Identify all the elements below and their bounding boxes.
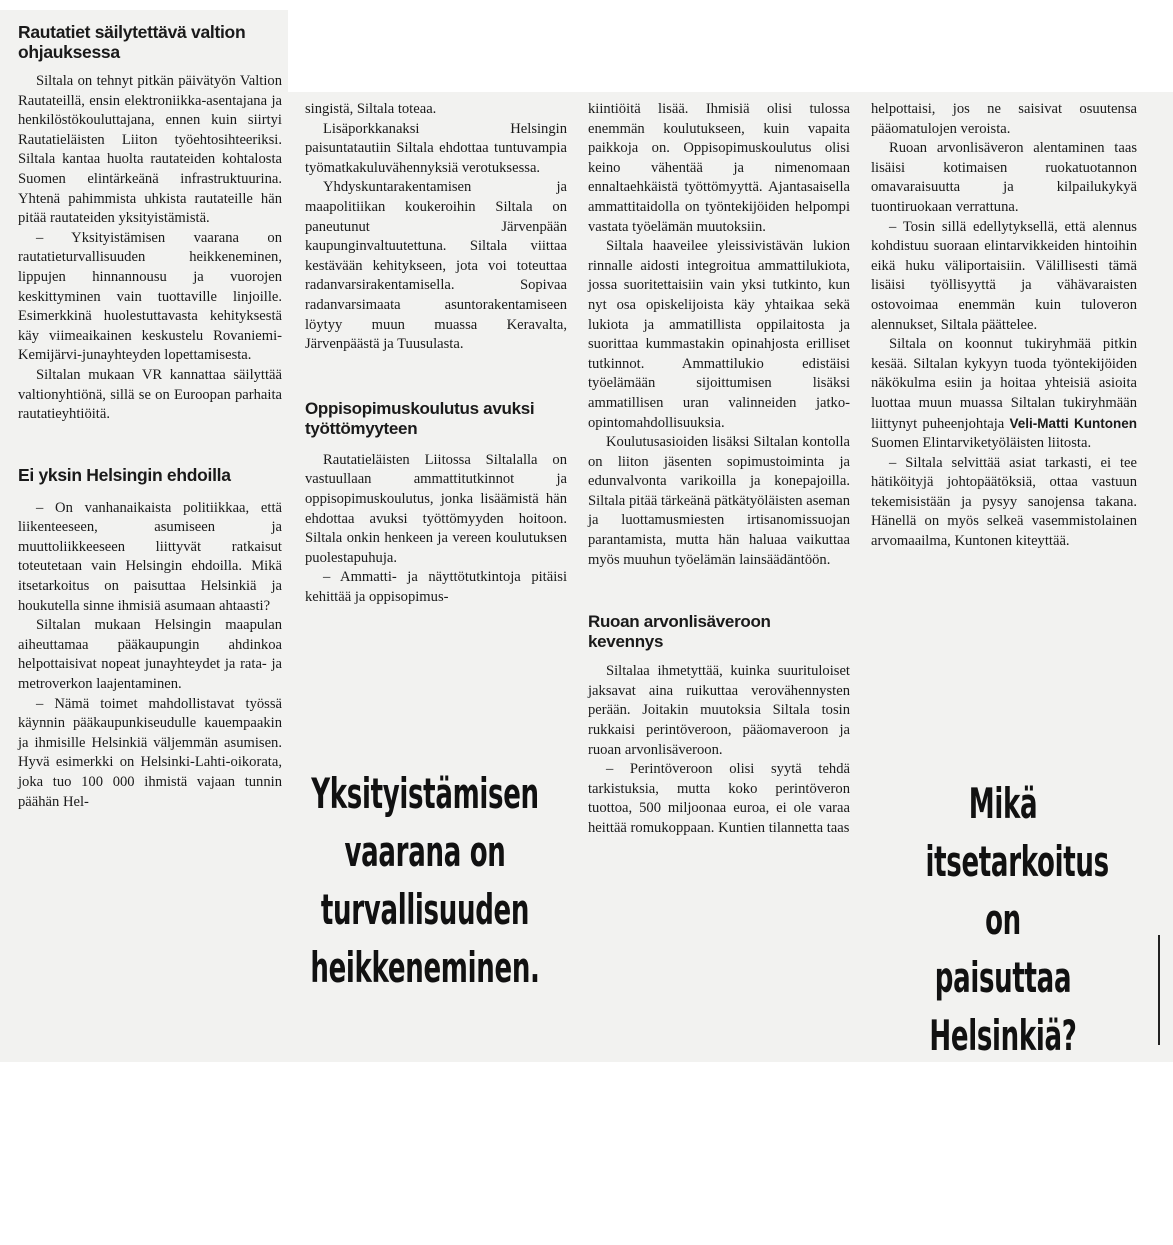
paragraph: Siltalan mukaan VR kannattaa säilyttää valtionyhtiönä, sillä se on Euroopan parhaita rautatieyhtiöitä. [18,366,282,423]
pull-quote-helsinki: Mikä itsetarkoitus on paisuttaa Helsinkiä? [925,779,1109,1060]
column-2 [305,100,567,607]
pull-quote-yksityistaminen: Yksityistämisen vaarana on turvallisuuden heikkeneminen. [310,769,540,992]
paragraph: – Yksityistämisen vaarana on rautatieturvallisuuden heikkeneminen, lippujen hinnannousu ja vuorojen keskittyminen vain tuottaville linjoille. Esimerkkinä huolestuttavasta kehityksestä käy viimeaikainen keskustelu Rovaniemi-Kemijärvi-junayhteyden lopettamisesta. [18,229,282,364]
paragraph: – Perintöveroon olisi syytä tehdä tarkistuksia, mutta koko perintöveron tuottoa, 500 miljoonaa euroa, ei ole varaa heittää romukoppaan. Kuntien tilannetta taas [588,761,850,836]
paragraph: Siltala on koonnut tukiryhmää pitkin kesää. Siltalan kykyyn tuoda työntekijöiden näkökulma esiin ja hoitaa yhteisiä asioita luottaa muun muassa Siltalan tukiryhmään liittynyt puheenjohtaja Veli-Matti Kuntonen Suomen Elintarviketyöläisten liitosta. [871,336,1138,452]
paragraph: singistä, Siltala toteaa. [305,101,437,117]
paragraph: Siltalaa ihmetyttää, kuinka suurituloiset jaksavat aina ruikuttaa verovähennysten perään. Joitakin muutoksia Siltala tosin rukkaisi perintöveroon, pääomaveroon ja ruoan arvonlisäveroon. [588,663,850,758]
paragraph: Lisäporkkanaksi Helsingin paisuntatautiin Siltala ehdottaa tuntuvampia työmatkakuluvähennyksiä verotuksessa. [305,120,567,176]
paragraph: Yhdyskuntarakentamisen ja maapolitiikan koukeroihin Siltala on paneutunut Järvenpään kaupunginvaltuutettuna. Siltala viittaa kestävään kehitykseen, jota voi toteuttaa radanvarsirakentamisella. Sopivaa radanvarsimaata asuntorakentamiseen löytyy muun muassa Keravalta, Järvenpäästä ja Tuusulasta. [305,179,567,353]
column-4 [871,100,1137,552]
paragraph: – Tosin sillä edellytyksellä, että alennus kohdistuu suoraan elintarvikkeiden hintoihin eikä huku väliportaisiin. Välillisesti tämä lisäisi työllisyyttä ja vähävaraisten ostovoimaa enemmän kuin tuloveron alennukset, Siltala päättelee. [871,218,1137,333]
headline-oppisopimus: Oppisopimuskoulutus avuksi työttömyyteen [305,398,535,438]
paragraph: Siltalan mukaan Helsingin maapulan aiheuttamaa pääkaupungin ahdinkoa helpottaisivat nopeat junayhteydet ja rata- ja metroverkon laajentaminen. [18,617,282,693]
paragraph: – Siltala selvittää asiat tarkasti, ei tee hätiköityjä johtopäätöksiä, ottaa vastuun tekemisistään ja pysyy sanojensa takana. Hänellä on myös selkeä vasemmistolainen arvomaailma, Kuntonen kiteyttää. [871,454,1137,550]
paragraph: Koulutusasioiden lisäksi Siltalan kontolla on liiton jäsenten sopimustoiminta ja edunvalvonta varikoilla ja konepajoilla. Siltala pitää tärkeänä pätkätyöläisten aseman ja luottamusmiesten irtisanomissuojan parantamista, mutta hän haluaa vaikuttaa myös muuhun työelämän lainsäädäntöön. [588,434,850,568]
paragraph: kiintiöitä lisää. Ihmisiä olisi tulossa enemmän koulutukseen, kuin vapaita paikkoja on. Oppisopimuskoulutus olisi keino vähentää ja nimenomaan ennaltaehkäistä työttömyyttä. Ajantasaisella ammattitaidolla on työntekijöiden helpompi vastata työelämän muutoksiin. [588,101,850,235]
column-1 [18,22,282,812]
column-3 [588,100,850,839]
column-rule [1158,935,1160,1045]
paragraph: – Nämä toimet mahdollistavat työssä käynnin pääkaupunkiseudulle kauempaakin ja ihmisille Helsinkiä väljemmän asumisen. Hyvä esimerkki on Helsinki-Lahti-oikorata, joka tuo 100 000 ihmistä vajaan tunnin päähän Hel- [18,695,282,810]
paragraph: – Ammatti- ja näyttötutkintoja pitäisi kehittää ja oppisopimus- [305,569,567,605]
paragraph: – On vanhanaikaista politiikkaa, että liikenteeseen, asumiseen ja muuttoliikkeeseen liittyvät ratkaisut toteutetaan vain Helsingin ehdoilla. Mikä itsetarkoitus on paisuttaa Helsinkiä ja houkutella sinne ihmisiä asumaan ahtaasti? [18,499,282,614]
paragraph: Ruoan arvonlisäveron alentaminen taas lisäisi kotimaisen ruokatuotannon omavaraisuutta ja kilpailukykyä tuontiruokaan verrattuna. [871,140,1137,215]
paragraph: Siltala on tehnyt pitkän päivätyön Valtion Rautateillä, ensin elektroniikka-asentajana ja henkilöstökouluttajana, ennen kuin siirtyi Rautatieläisten Liiton työehtosihteeriksi. Siltala kantaa huolta rautateiden kohtalosta Suomen elintärkeänä infrastruktuurina. Yhtenä pahimmista uhkista rautateille hän pitää rautateiden yksityistämistä. [18,73,282,227]
headline-ei-yksin: Ei yksin Helsingin ehdoilla [18,464,231,485]
person-name: Veli-Matti Kuntonen [1009,415,1138,431]
paragraph: Rautatieläisten Liitossa Siltalalla on vastuullaan ammattitutkinnot ja oppisopimuskoulutus, jonka lisäämistä hän ehdottaa avuksi työttömyyden hoitoon. Siltala onkin henkeen ja vereen koulutuksen puolestapuhuja. [305,451,567,566]
paragraph: helpottaisi, jos ne saisivat osuutensa pääomatulojen veroista. [871,101,1137,137]
paragraph: Siltala haaveilee yleissivistävän lukion rinnalle aidosti integroitua ammattilukiota, jossa suoritettaisiin vain yksi tutkinto, kun nyt osa opiskelijoista käy yhtaikaa sekä lukiota ja ammatillista oppilaitosta ja suorittaa kummastakin opinahjosta erilliset tutkinnot. Ammattilukio edistäisi työelämään sijoittumisen lisäksi ammatillisen uran valinneiden jatko-opintomahdollisuuksia. [588,238,850,431]
headline-ruoan-arvonlisavero: Ruoan arvonlisäveroon kevennys [588,612,771,652]
headline-rautatiet: Rautatiet säilytettävä valtion ohjauksessa [18,22,246,62]
